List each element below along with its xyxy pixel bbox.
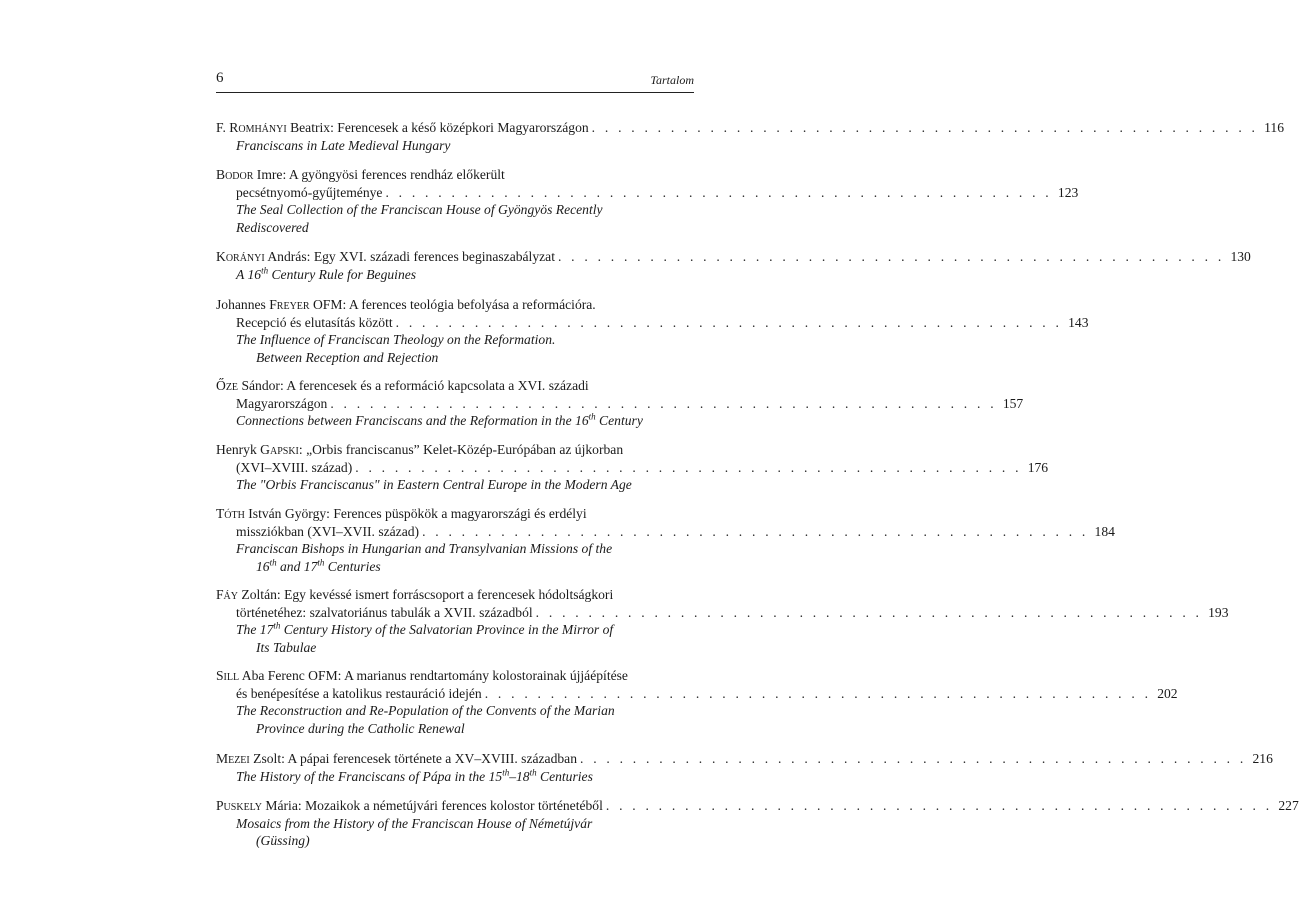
author-surname: Tóth <box>216 506 245 521</box>
toc-title-line: F. Romhányi Beatrix: Ferencesek a késő középkori Magyarországon . . . . . . . . . . . . . . . . . . . . . . . . . . . . . . . . . . . . . . . . . . . . . . . . . . . 116 <box>216 120 1285 135</box>
author-surname: Romhányi <box>229 120 287 135</box>
toc-entry[interactable] <box>216 750 1273 785</box>
page-ref: 123 <box>1057 184 1079 200</box>
page-header <box>216 70 694 90</box>
page-ref: 130 <box>1230 249 1251 264</box>
running-title: Tartalom <box>650 73 694 87</box>
author-surname: Puskely <box>216 798 263 813</box>
dot-leader: . . . . . . . . . . . . . . . . . . . . . . . . . . . . . . . . . . . . . . . . . . . . . . . . . . . <box>557 249 1225 264</box>
author-surname: Mezei <box>216 751 250 766</box>
toc-title-line <box>216 395 1024 413</box>
toc-title-line: Tóth István György: Ferences püspökök a magyarországi és erdélyi <box>216 506 587 521</box>
page-ref: 176 <box>1027 459 1049 475</box>
author-surname: Bodor <box>216 167 254 182</box>
page-ref: 157 <box>1002 395 1024 411</box>
toc-title-line <box>216 314 1089 332</box>
english-title: The History of the Franciscans of Pápa in the 15th–18th Centuries <box>236 766 593 784</box>
english-title: The Reconstruction and Re-Population of the Convents of the Marian <box>236 703 615 718</box>
english-title: Its Tabulae <box>256 639 317 655</box>
english-title: The Influence of Franciscan Theology on the Reformation. <box>236 332 556 347</box>
article-title: történetéhez: szalvatoriánus tabulák a XVII. századból <box>236 604 533 620</box>
page-ref: 143 <box>1068 314 1089 330</box>
dot-leader: . . . . . . . . . . . . . . . . . . . . . . . . . . . . . . . . . . . . . . . . . . . . . . . . . . . <box>422 523 1089 539</box>
article-title: A marianus rendtartomány kolostorainak újjáépítése <box>344 668 628 683</box>
article-title: (XVI–XVIII. század) <box>236 459 353 475</box>
toc-entry[interactable] <box>216 377 1024 430</box>
article-title: A pápai ferencesek története a XV–XVIII. században <box>287 751 578 766</box>
toc-entry[interactable] <box>216 166 1079 236</box>
article-title: Mozaikok a németújvári ferences kolostor történetéből <box>305 798 603 813</box>
toc-title-line: Őze Sándor: A ferencesek és a reformáció kapcsolata a XVI. századi <box>216 378 589 393</box>
author-surname: Őze <box>216 378 239 393</box>
toc-entry[interactable] <box>216 296 1089 366</box>
author-surname: Freyer <box>269 297 310 312</box>
toc-entry[interactable] <box>216 797 1299 850</box>
page-ref: 116 <box>1264 120 1285 135</box>
article-title: A ferencesek és a reformáció kapcsolata a XVI. századi <box>286 378 589 393</box>
english-title: 16th and 17th Centuries <box>256 556 381 574</box>
toc-title-line: Fáy Zoltán: Egy kevéssé ismert forráscsoport a ferencesek hódoltságkori <box>216 587 614 602</box>
dot-leader: . . . . . . . . . . . . . . . . . . . . . . . . . . . . . . . . . . . . . . . . . . . . . . . . . . . <box>385 184 1052 200</box>
english-title: Rediscovered <box>236 219 309 235</box>
english-title: Franciscan Bishops in Hungarian and Transylvanian Missions of the <box>236 541 613 556</box>
article-title: Magyarországon <box>236 395 328 411</box>
toc-entry[interactable] <box>216 441 1049 494</box>
toc-title-line: Mezei Zsolt: A pápai ferencesek története a XV–XVIII. században . . . . . . . . . . . . . . . . . . . . . . . . . . . . . . . . . . . . . . . . . . . . . . . . . . . 216 <box>216 751 1273 766</box>
article-title: és benépesítése a katolikus restauráció idején <box>236 685 482 701</box>
page-ref: 184 <box>1094 523 1115 539</box>
page-ref: 202 <box>1157 685 1178 701</box>
author-surname: Fáy <box>216 587 239 602</box>
dot-leader: . . . . . . . . . . . . . . . . . . . . . . . . . . . . . . . . . . . . . . . . . . . . . . . . . . . <box>355 459 1022 475</box>
dot-leader: . . . . . . . . . . . . . . . . . . . . . . . . . . . . . . . . . . . . . . . . . . . . . . . . . . . <box>535 604 1203 620</box>
dot-leader: . . . . . . . . . . . . . . . . . . . . . . . . . . . . . . . . . . . . . . . . . . . . . . . . . . . <box>605 798 1273 813</box>
english-title: Mosaics from the History of the Franciscan House of Németújvár <box>236 815 593 831</box>
page-ref: 216 <box>1252 751 1273 766</box>
english-title: Franciscans in Late Medieval Hungary <box>236 137 451 153</box>
dot-leader: . . . . . . . . . . . . . . . . . . . . . . . . . . . . . . . . . . . . . . . . . . . . . . . . . . . <box>580 751 1247 766</box>
article-title: Ferencesek a késő középkori Magyarországon <box>337 120 589 135</box>
english-title: A 16th Century Rule for Beguines <box>236 264 417 282</box>
dot-leader: . . . . . . . . . . . . . . . . . . . . . . . . . . . . . . . . . . . . . . . . . . . . . . . . . . . <box>395 314 1063 330</box>
dot-leader: . . . . . . . . . . . . . . . . . . . . . . . . . . . . . . . . . . . . . . . . . . . . . . . . . . . <box>484 685 1152 701</box>
toc-title-line <box>216 523 1115 541</box>
toc-entry[interactable] <box>216 248 1251 283</box>
english-title: Between Reception and Rejection <box>256 349 439 365</box>
article-title: A ferences teológia befolyása a reformációra. <box>348 297 596 312</box>
header-rule <box>216 92 694 93</box>
english-title: The "Orbis Franciscanus" in Eastern Central Europe in the Modern Age <box>236 477 632 492</box>
toc-entry[interactable] <box>216 119 1285 154</box>
article-title: Egy XVI. századi ferences beginaszabályzat <box>313 249 555 264</box>
dot-leader: . . . . . . . . . . . . . . . . . . . . . . . . . . . . . . . . . . . . . . . . . . . . . . . . . . . <box>591 120 1259 135</box>
toc-title-line: Henryk Gapski: „Orbis franciscanus” Kelet-Közép-Európában az újkorban <box>216 442 624 457</box>
english-title: Connections between Franciscans and the Reformation in the 16th Century <box>236 411 643 428</box>
page-ref: 193 <box>1208 604 1229 620</box>
toc-title-line: Korányi András: Egy XVI. századi ferences beginaszabályzat . . . . . . . . . . . . . . . . . . . . . . . . . . . . . . . . . . . . . . . . . . . . . . . . . . . 130 <box>216 249 1251 264</box>
article-title: A gyöngyösi ferences rendház előkerült <box>288 167 505 182</box>
article-title: Egy kevéssé ismert forráscsoport a ferencesek hódoltságkori <box>284 587 614 602</box>
toc-entry[interactable] <box>216 667 1178 737</box>
toc-entry[interactable] <box>216 505 1115 575</box>
toc-title-line <box>216 459 1049 477</box>
author-surname: Gapski <box>260 442 299 457</box>
english-title: The Seal Collection of the Franciscan House of Gyöngyös Recently <box>236 202 603 217</box>
article-title: Ferences püspökök a magyarországi és erdélyi <box>333 506 587 521</box>
page-number: 6 <box>216 70 224 86</box>
toc-title-line: Puskely Mária: Mozaikok a németújvári ferences kolostor történetéből . . . . . . . . . . . . . . . . . . . . . . . . . . . . . . . . . . . . . . . . . . . . . . . . . . . 227 <box>216 798 1299 813</box>
toc-title-line: Bodor Imre: A gyöngyösi ferences rendház előkerült <box>216 167 505 182</box>
toc-title-line: Sill Aba Ferenc OFM: A marianus rendtartomány kolostorainak újjáépítése <box>216 668 628 683</box>
dot-leader: . . . . . . . . . . . . . . . . . . . . . . . . . . . . . . . . . . . . . . . . . . . . . . . . . . . <box>330 395 997 411</box>
article-title: „Orbis franciscanus” Kelet-Közép-Európában az újkorban <box>306 442 624 457</box>
author-surname: Korányi <box>216 249 265 264</box>
toc-entry[interactable] <box>216 586 1229 656</box>
toc-title-line: Johannes Freyer OFM: A ferences teológia befolyása a reformációra. <box>216 297 596 312</box>
toc-title-line <box>216 604 1229 622</box>
english-title: (Güssing) <box>256 833 310 848</box>
toc-title-line <box>216 685 1178 703</box>
english-title: Province during the Catholic Renewal <box>256 720 465 736</box>
author-surname: Sill <box>216 668 240 683</box>
english-title: The 17th Century History of the Salvatorian Province in the Mirror of <box>236 620 614 637</box>
article-title: Recepció és elutasítás között <box>236 314 393 330</box>
article-title: missziókban (XVI–XVII. század) <box>236 523 420 539</box>
article-title: pecsétnyomó-gyűjteménye <box>236 184 383 200</box>
toc-title-line <box>216 184 1079 202</box>
page-ref: 227 <box>1278 798 1299 813</box>
